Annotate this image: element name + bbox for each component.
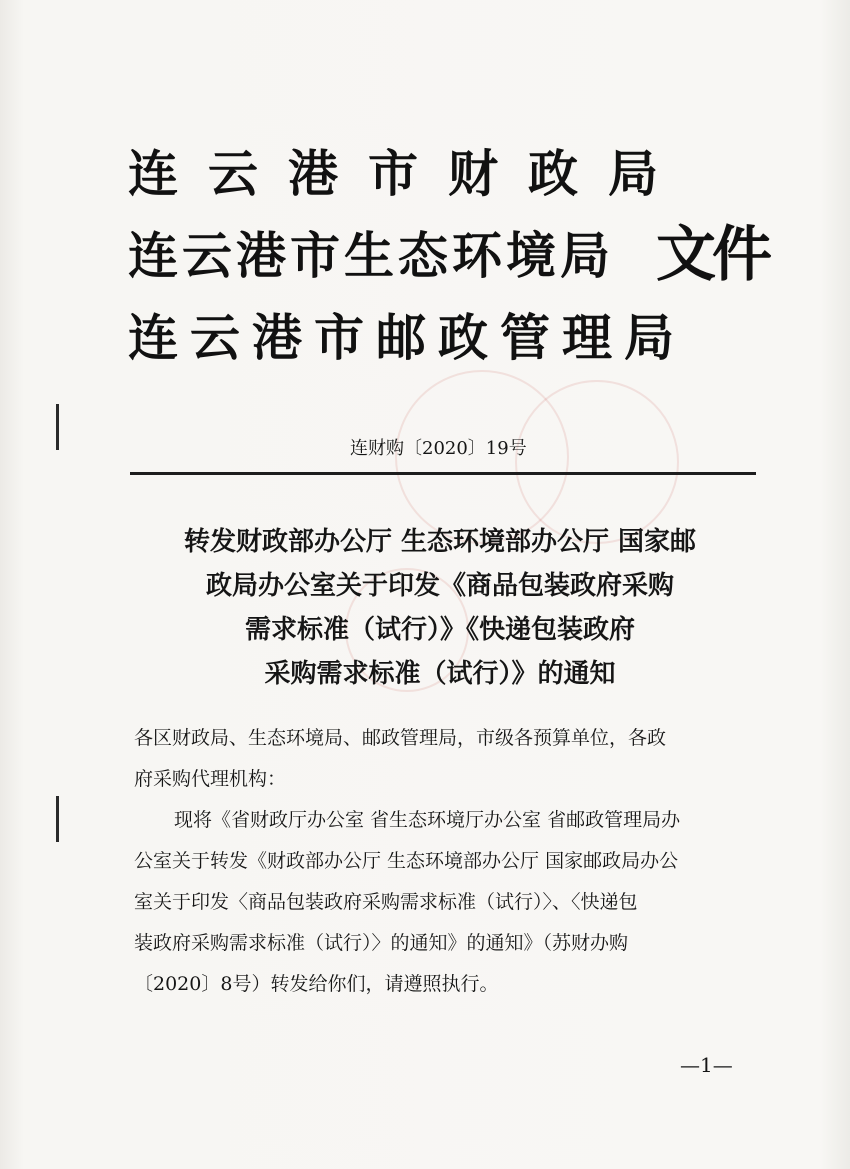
title-line: 转发财政部办公厅 生态环境部办公厅 国家邮	[183, 527, 697, 557]
title-line: 政局办公室关于印发《商品包装政府采购	[205, 571, 674, 601]
body-line: 装政府采购需求标准（试行）〉的通知》的通知》（苏财办购	[134, 932, 629, 954]
document-type-label: 文件	[656, 220, 768, 290]
body-line: 室关于印发〈商品包装政府采购需求标准（试行）〉、〈快递包	[134, 891, 638, 913]
addressee	[134, 718, 754, 800]
body-line: 现将《省财政厅办公室 省生态环境厅办公室 省邮政管理局办	[174, 809, 681, 831]
body-paragraph	[134, 800, 754, 1005]
issuer-ecology-bureau: 连云港市生态环境局	[128, 227, 614, 285]
title-line: 采购需求标准（试行）》的通知	[264, 659, 616, 689]
issuer-finance-bureau: 连云港市财政局	[128, 145, 688, 203]
binding-mark	[56, 796, 59, 842]
binding-mark	[56, 404, 59, 450]
document-title	[120, 520, 760, 696]
page-number: —1—	[680, 1053, 733, 1077]
header-divider	[130, 472, 756, 475]
body-line: 〔2020〕8号）转发给你们，请遵照执行。	[134, 973, 499, 995]
body-line: 公室关于转发《财政部办公厅 生态环境部办公厅 国家邮政局办公	[134, 850, 679, 872]
issuer-postal-bureau: 连云港市邮政管理局	[128, 309, 686, 367]
addressee-line: 府采购代理机构：	[134, 768, 287, 790]
addressee-line: 各区财政局、生态环境局、邮政管理局，市级各预算单位，各政	[134, 727, 667, 749]
document-number: 连财购〔2020〕19号	[350, 438, 527, 459]
title-line: 需求标准（试行）》《快递包装政府	[244, 615, 635, 645]
